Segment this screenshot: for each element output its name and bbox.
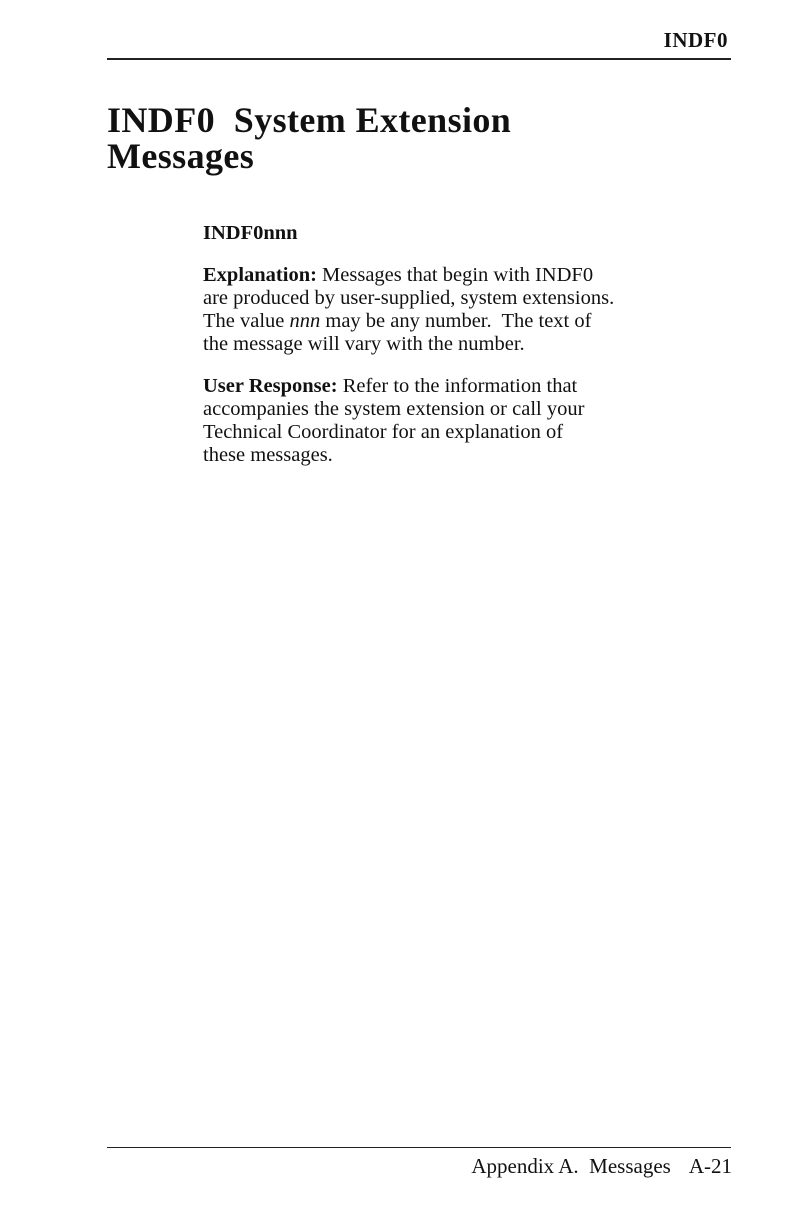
- footer-rule: [107, 1147, 731, 1148]
- explanation-line-4: the message will vary with the number.: [203, 333, 525, 355]
- explanation-text-3b: may be any number. The text of: [320, 310, 592, 332]
- footer-section: Appendix A. Messages: [471, 1154, 671, 1178]
- explanation-label: Explanation:: [203, 264, 317, 286]
- message-entry: [203, 222, 743, 486]
- running-head: INDF0: [663, 28, 728, 52]
- message-id: INDF0nnn: [203, 222, 298, 244]
- user-response-line-1: [203, 375, 743, 398]
- explanation-text-1: Messages that begin with INDF0: [316, 264, 594, 286]
- page-title: [107, 102, 511, 174]
- explanation-line-3: [203, 310, 743, 333]
- user-response-line-3: Technical Coordinator for an explanation of: [203, 421, 564, 443]
- explanation-text-3a: The value: [203, 310, 290, 332]
- user-response-paragraph: [203, 375, 743, 467]
- footer-page-number: A-21: [688, 1154, 732, 1178]
- user-response-line-4: these messages.: [203, 444, 333, 466]
- explanation-line-1: [203, 264, 743, 287]
- page-footer: [471, 1154, 732, 1178]
- explanation-line-2: are produced by user-supplied, system extensions.: [203, 287, 615, 309]
- page-title-line-2: Messages: [107, 136, 255, 176]
- user-response-label: User Response:: [203, 375, 338, 397]
- user-response-text-1: Refer to the information that: [337, 375, 578, 397]
- page-title-line-1: INDF0 System Extension: [107, 100, 512, 140]
- user-response-line-2: accompanies the system extension or call your: [203, 398, 585, 420]
- explanation-paragraph: [203, 264, 743, 356]
- variable-nnn: nnn: [289, 310, 321, 332]
- header-rule: [107, 58, 731, 60]
